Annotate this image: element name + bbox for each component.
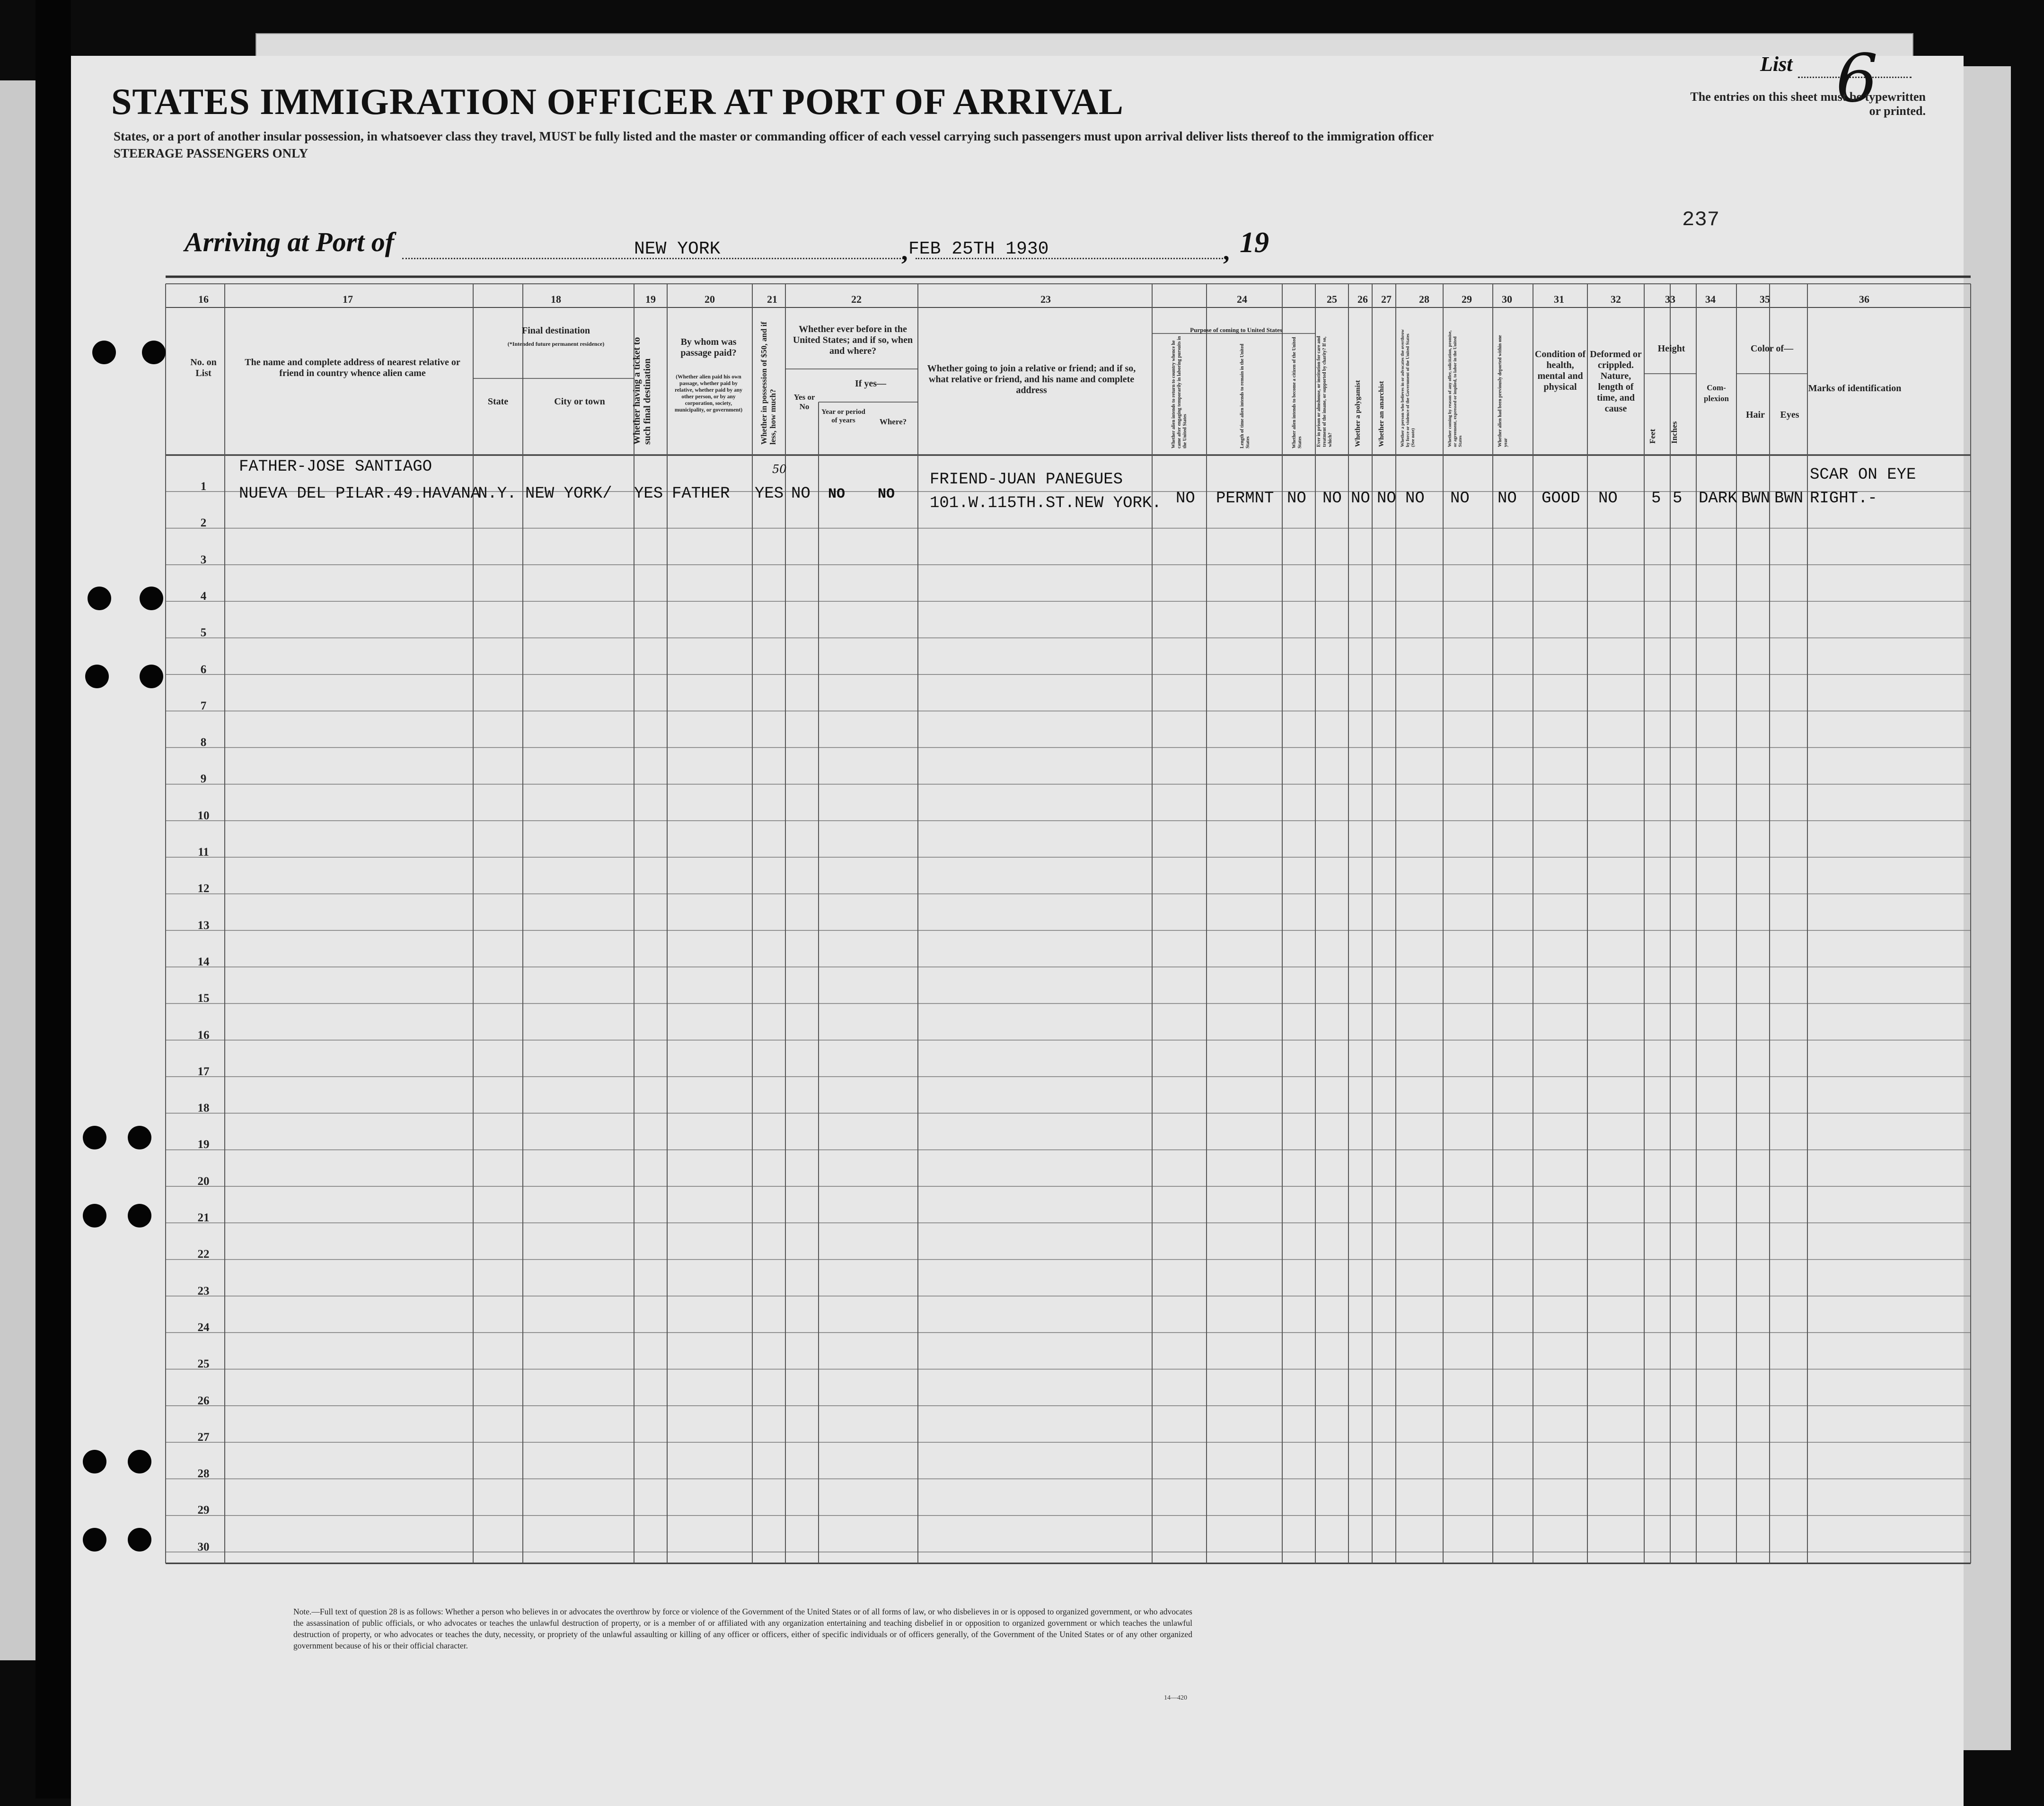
cell-citizen: NO: [1287, 490, 1306, 508]
form-title: STATES IMMIGRATION OFFICER AT PORT OF ARRIVAL: [111, 81, 1124, 122]
heading-anarchist: Whether an anarchist: [1378, 381, 1385, 447]
punch-hole: [83, 1126, 106, 1149]
row-number: 14: [197, 955, 210, 968]
row-number: 27: [197, 1430, 210, 1444]
column-number: 27: [1381, 293, 1392, 305]
column-number: 35: [1760, 293, 1770, 305]
heading-q30: Whether alien had been previously deported within one year: [1498, 335, 1508, 447]
column-number: 19: [645, 293, 656, 305]
heading-state: State: [487, 396, 509, 407]
cell-length: PERMNT: [1216, 490, 1274, 508]
column-number: 18: [551, 293, 561, 305]
row-number: 20: [197, 1175, 210, 1188]
heading-health: Condition of health, mental and physical: [1534, 349, 1586, 392]
column-number: 26: [1357, 293, 1368, 305]
heading-ticket: Whether having a ticket to such final destination: [632, 337, 652, 445]
punch-hole: [128, 1204, 151, 1227]
row-number: 13: [197, 919, 210, 932]
column-number: 34: [1705, 293, 1716, 305]
row-number: 10: [197, 809, 210, 822]
cell-return: NO: [1176, 490, 1195, 508]
cell-hair: BWN: [1741, 490, 1771, 508]
cell-q28: NO: [1405, 490, 1425, 508]
form-description: [114, 128, 1628, 162]
row-number: 4: [200, 589, 207, 603]
cell-marks-line2: RIGHT.-: [1810, 490, 1877, 508]
cell-anarchist: NO: [1377, 490, 1396, 508]
column-number: 28: [1419, 293, 1429, 305]
cell-state: N.Y.: [478, 485, 517, 503]
heading-prison: Ever in prison or almshouse, or institution for care and treatment of the insane, or supported by charity? If so, which?: [1316, 336, 1333, 447]
cell-where: NO: [878, 486, 895, 502]
list-number: 6: [1836, 40, 1878, 117]
cell-passage: FATHER: [672, 485, 730, 503]
heading-yes-no: Yes or No: [793, 393, 815, 411]
description-line-1: States, or a port of another insular possession, in whatsoever class they travel, MUST be fully listed and the master or commanding officer of each vessel carrying such passengers must upon arrival deliver lists thereof to the immigration officer: [114, 129, 1434, 143]
punch-hole: [128, 1528, 151, 1552]
heading-complexion: Com-plexion: [1704, 383, 1729, 403]
heading-purpose-length: Length of time alien intends to remain in the United States: [1240, 343, 1251, 448]
heading-polygamist: Whether a polygamist: [1354, 380, 1362, 447]
heading-q29: Whether coming by reason of any offer, solicitation, promise, or agreement, expressed or implied, to labor in the United States: [1448, 330, 1463, 447]
column-number: 25: [1327, 293, 1337, 305]
cell-eyes: BWN: [1774, 490, 1804, 508]
binding-spine: [35, 0, 71, 1798]
port-value: NEW YORK: [634, 239, 721, 259]
adjacent-page-left: [0, 80, 37, 1660]
row-number: 29: [197, 1504, 210, 1517]
column-number: 29: [1462, 293, 1472, 305]
cell-inches: 5: [1673, 490, 1683, 508]
column-number: 36: [1859, 293, 1869, 305]
heading-city: City or town: [554, 396, 605, 407]
cell-before-us: NO: [791, 485, 811, 503]
cell-money-note: 50: [772, 463, 787, 476]
cell-join-line1: FRIEND-JUAN PANEGUES: [930, 471, 1123, 489]
column-number: 30: [1502, 293, 1512, 305]
punch-hole: [140, 587, 163, 610]
year-prefix: 19: [1240, 227, 1269, 259]
row-number: 17: [197, 1065, 210, 1078]
cell-city: NEW YORK/: [525, 485, 612, 503]
row-number: 1: [200, 480, 207, 493]
column-number: 24: [1237, 293, 1247, 305]
heading-hair: Hair: [1746, 410, 1765, 420]
heading-join-relative: Whether going to join a relative or friend; and if so, what relative or friend, and his name and complete address: [927, 363, 1136, 395]
row-number: 6: [200, 663, 207, 676]
entries-note: The entries on this sheet must be typewritten or printed.: [1690, 90, 1926, 118]
comma-mark: ,: [1223, 237, 1230, 265]
heading-inches: Inches: [1670, 421, 1679, 444]
row-number: 26: [197, 1394, 210, 1407]
punch-hole: [85, 665, 109, 688]
heading-purpose: Purpose of coming to United States: [1190, 326, 1282, 333]
row-number: 8: [200, 736, 207, 749]
row-number: 7: [200, 699, 207, 712]
row-number: 19: [197, 1138, 210, 1151]
row-number: 15: [197, 992, 210, 1005]
heading-passage-note: (Whether alien paid his own passage, whether paid by relative, whether paid by any other person, or by any corporation, society, municipality, or government): [674, 374, 743, 413]
cell-relative-line1: FATHER-JOSE SANTIAGO: [239, 458, 432, 476]
column-number: 22: [851, 293, 862, 305]
heading-no-on-list: No. on List: [190, 357, 217, 378]
row-number: 12: [197, 882, 210, 895]
heading-where: Where?: [879, 417, 907, 426]
heading-feet: Feet: [1648, 429, 1657, 444]
heading-eyes: Eyes: [1780, 410, 1799, 420]
row-number: 9: [200, 772, 207, 786]
heading-height: Height: [1657, 343, 1685, 354]
row-number: 28: [197, 1467, 210, 1481]
heading-marks: Marks of identification: [1808, 383, 1902, 394]
cell-prison: NO: [1322, 490, 1342, 508]
row-number: 30: [197, 1540, 210, 1553]
cell-marks-line1: SCAR ON EYE: [1810, 466, 1916, 484]
column-number: 16: [198, 293, 209, 305]
punch-hole: [142, 341, 166, 364]
cell-q30: NO: [1498, 490, 1517, 508]
row-number: 25: [197, 1358, 210, 1371]
cell-feet: 5: [1651, 490, 1661, 508]
cell-period: NO: [828, 486, 846, 502]
punch-hole: [92, 341, 116, 364]
row-number: 11: [198, 846, 209, 859]
column-number: 33: [1665, 293, 1675, 305]
row-number: 3: [200, 553, 207, 566]
column-number: 23: [1040, 293, 1051, 305]
row-number: 2: [200, 517, 207, 530]
punch-hole: [83, 1204, 106, 1227]
cell-money: YES: [755, 485, 784, 503]
column-number: 20: [705, 293, 715, 305]
heading-deformed: Deformed or crippled. Nature, length of time, and cause: [1590, 349, 1642, 414]
punch-hole: [83, 1450, 106, 1473]
cell-relative-line2: NUEVA DEL PILAR.49.HAVANA: [239, 485, 481, 503]
list-label: List: [1760, 53, 1793, 76]
stamp-number: 237: [1682, 208, 1720, 232]
row-number: 23: [197, 1284, 210, 1298]
comma-mark: ,: [901, 237, 908, 265]
heading-money: Whether in possession of $50, and if less, how much?: [759, 322, 777, 445]
row-number: 5: [200, 626, 207, 640]
heading-purpose-return: Whether alien intends to return to country whence he came after engaging temporarily in laboring pursuits in the United States: [1171, 336, 1188, 448]
cell-polygamist: NO: [1351, 490, 1370, 508]
cell-join-line2: 101.W.115TH.ST.NEW YORK.: [930, 494, 1162, 512]
column-number: 17: [343, 293, 353, 305]
punch-hole: [83, 1528, 106, 1552]
date-value: FEB 25TH 1930: [908, 239, 1049, 259]
heading-q28: Whether a person who believes in or advocates the overthrow by force or violence of the Government of the United States (See note): [1401, 329, 1416, 447]
cell-deformed: NO: [1598, 490, 1618, 508]
row-number: 21: [197, 1211, 210, 1224]
manifest-sheet: [71, 56, 1964, 1806]
punch-hole: [128, 1450, 151, 1473]
heading-relative-address: The name and complete address of nearest relative or friend in country whence alien came: [245, 357, 460, 378]
row-number: 22: [197, 1248, 210, 1261]
heading-final-destination-note: (*Intended future permanent residence): [507, 341, 605, 347]
heading-period: Year or period of years: [821, 408, 865, 424]
row-number: 16: [197, 1028, 210, 1042]
row-number: 24: [197, 1321, 210, 1334]
form-code: 14—420: [1164, 1694, 1187, 1701]
cell-complexion: DARK: [1699, 490, 1737, 508]
column-number: 31: [1554, 293, 1564, 305]
description-line-2: STEERAGE PASSENGERS ONLY: [114, 146, 308, 160]
heading-passage: By whom was passage paid?: [680, 337, 737, 358]
row-number: 18: [197, 1102, 210, 1115]
heading-color-of: Color of—: [1750, 343, 1794, 354]
heading-if-yes: If yes—: [855, 378, 887, 389]
column-number: 32: [1611, 293, 1621, 305]
cell-q29: NO: [1450, 490, 1470, 508]
punch-hole: [128, 1126, 151, 1149]
column-number: 21: [767, 293, 777, 305]
heading-final-destination: Final destination: [522, 325, 590, 336]
punch-hole: [140, 665, 163, 688]
footnote: Note.—Full text of question 28 is as follows: Whether a person who believes in or advocates the overthrow by force or violence of the Government of the United States or of all forms of law, or who disbelieves in or is opposed to organized government, or who advocates the assassination of public officials, or who advocates or teaches the unlawful destruction of property, or is a member of or affiliated with any organization entertaining and teaching disbelief in or opposition to organized government or which teaches the unlawful destruction of property, or who advocates or teaches the duty, necessity, or propriety of the unlawful assaulting or killing of any officer or officers, either of specific individuals or of officers generally, of the Government of the United States or of any other organized government because of his or their official character.: [293, 1607, 1192, 1650]
punch-hole: [88, 587, 111, 610]
cell-health: GOOD: [1542, 490, 1580, 508]
heading-purpose-citizen: Whether alien intends to become a citizen of the United States: [1292, 337, 1303, 448]
port-label: Arriving at Port of: [185, 227, 395, 257]
heading-before-us: Whether ever before in the United States; and if so, when and where?: [793, 324, 913, 356]
cell-ticket: YES: [634, 485, 663, 503]
